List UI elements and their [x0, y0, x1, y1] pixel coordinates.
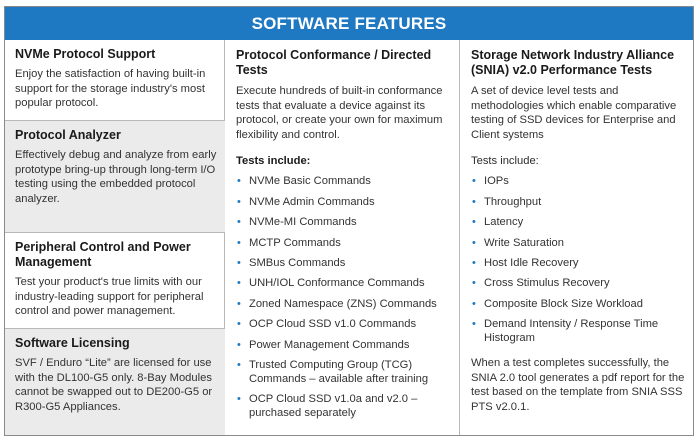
- report-note: When a test completes successfully, the SNIA 2.0 tool generates a pdf report for the test based on the template from SNIA SSS PTS v2.0.1.: [471, 357, 685, 413]
- bullet-icon: •: [237, 297, 241, 310]
- list-item: • Power Management Commands: [237, 338, 410, 351]
- right-column: [460, 40, 693, 435]
- list-item: • OCP Cloud SSD v1.0 Commands: [237, 318, 417, 331]
- bullet-icon: •: [472, 236, 476, 249]
- bullet-icon: •: [472, 216, 476, 229]
- section-body: SVF / Enduro “Lite” are licensed for use with the DL100-G5 only. 8-Bay Modules cannot be swapped out to DE200-G5 or R300-G5 Appliances.: [15, 357, 213, 413]
- tests-include-label: Tests include:: [471, 155, 539, 167]
- left-column: [5, 40, 225, 435]
- column-title: Protocol Conformance / Directed Tests: [236, 48, 432, 77]
- bullet-icon: •: [472, 175, 476, 188]
- section-protocol-analyzer: [5, 121, 225, 233]
- bullet-icon: •: [237, 256, 241, 269]
- bullet-icon: •: [237, 358, 241, 371]
- list-item: • NVMe-MI Commands: [237, 216, 357, 229]
- list-item: • Latency: [472, 216, 524, 229]
- bullet-icon: •: [237, 393, 241, 406]
- list-item: • Cross Stimulus Recovery: [472, 277, 610, 290]
- features-table: [4, 6, 694, 436]
- section-title: Peripheral Control and Power Management: [15, 240, 191, 269]
- section-body: Enjoy the satisfaction of having built-in support for the storage industry's most popular protocol.: [15, 68, 206, 109]
- tests-include-label: Tests include:: [236, 155, 311, 167]
- list-item: • Write Saturation: [472, 236, 565, 249]
- list-item: • UNH/IOL Conformance Commands: [237, 277, 425, 290]
- test-list: [471, 174, 685, 345]
- table-header: SOFTWARE FEATURES: [5, 7, 693, 40]
- list-item: • MCTP Commands: [237, 236, 341, 249]
- section-title: Protocol Analyzer: [15, 128, 121, 142]
- list-item: • Demand Intensity / Response Time Histogram: [472, 318, 659, 345]
- section-peripheral-control: [5, 233, 225, 329]
- bullet-icon: •: [237, 216, 241, 229]
- list-item: • Zoned Namespace (ZNS) Commands: [237, 297, 437, 310]
- list-item: • NVMe Admin Commands: [237, 195, 375, 208]
- column-body: A set of device level tests and methodologies which enable comparative testing of SSD devices for Enterprise and Client systems: [471, 85, 677, 141]
- section-software-licensing: [5, 329, 225, 435]
- section-title: Software Licensing: [15, 336, 130, 350]
- list-item: • OCP Cloud SSD v1.0a and v2.0 – purchased separately: [237, 393, 418, 420]
- bullet-icon: •: [237, 277, 241, 290]
- bullet-icon: •: [472, 297, 476, 310]
- list-item: • Trusted Computing Group (TCG) Commands – available after training: [237, 358, 429, 385]
- list-item: • Host Idle Recovery: [472, 256, 579, 269]
- bullet-icon: •: [472, 277, 476, 290]
- bullet-icon: •: [237, 338, 241, 351]
- bullet-icon: •: [472, 256, 476, 269]
- section-nvme-protocol-support: [5, 40, 225, 121]
- list-item: • NVMe Basic Commands: [237, 175, 371, 188]
- bullet-icon: •: [237, 175, 241, 188]
- list-item: • Throughput: [472, 195, 542, 208]
- section-body: Test your product's true limits with our industry-leading support for peripheral control and power management.: [15, 276, 204, 317]
- list-item: • IOPs: [472, 175, 509, 188]
- list-item: • Composite Block Size Workload: [472, 297, 643, 310]
- section-title: NVMe Protocol Support: [15, 47, 156, 61]
- column-body: Execute hundreds of built-in conformance tests that evaluate a device against its protocol, or create your own for maximum flexibility and control.: [236, 85, 443, 141]
- section-body: Effectively debug and analyze from early prototype bring-up through long-term I/O testing using the embedded protocol analyzer.: [15, 149, 217, 205]
- bullet-icon: •: [237, 195, 241, 208]
- bullet-icon: •: [237, 236, 241, 249]
- bullet-icon: •: [472, 195, 476, 208]
- column-title: Storage Network Industry Alliance (SNIA) v2.0 Performance Tests: [471, 48, 675, 77]
- bullet-icon: •: [472, 318, 476, 331]
- list-item: • SMBus Commands: [237, 256, 346, 269]
- bullet-icon: •: [237, 318, 241, 331]
- test-list: [236, 174, 451, 420]
- middle-column: [225, 40, 460, 435]
